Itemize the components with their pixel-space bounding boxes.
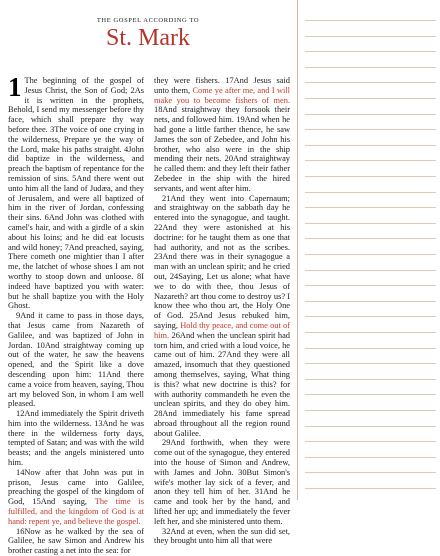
note-line	[305, 332, 436, 333]
note-line	[305, 410, 436, 411]
verse-text: The beginning of the gospel of Jesus Christ, the Son of God;	[24, 76, 144, 95]
note-line	[305, 67, 436, 68]
note-line	[305, 145, 436, 146]
words-of-jesus: Come ye after me, and I will make you to become fishers of men.	[154, 85, 291, 105]
verse-paragraph	[8, 468, 144, 527]
words-of-jesus: Hold thy peace, and come out of him.	[154, 320, 290, 340]
verse-text: 16Now as he walked by the sea of Galilee, he saw Simon and Andrew his brother casting a net into the sea: for	[8, 526, 144, 556]
verse-text: 32And at even, when the sun did set, they brought unto him all that were	[154, 526, 290, 546]
verse-text: 29And forthwith, when they were come out of the synagogue, they entered into the house of Simon and Andrew, with James and John. 30But Simon's wife's mother lay sick of a fever, and anon they tell him of her. 31And he came and took her by the hand, and lifted her up; and immediately the fever left her, and she ministered unto them.	[154, 438, 290, 526]
note-line	[305, 441, 436, 442]
verse-paragraph	[154, 76, 290, 194]
note-line	[305, 457, 436, 458]
note-line	[305, 207, 436, 208]
note-line	[305, 488, 436, 489]
note-line	[305, 82, 436, 83]
verse-text: 18And straightway they forsook their nets, and followed him. 19And when he had gone a little farther thence, he saw James the son of Zebedee, and John his brother, who also were in the ship mending their nets. 20And straightway he called them: and they left their father Zebedee in the ship with the hired servants, and went after him.	[154, 105, 290, 193]
note-line	[305, 348, 436, 349]
margin-divider	[297, 0, 298, 500]
verse-text: 21And they went into Capernaum; and straightway on the sabbath day he entered into the synagogue, and taught. 22And they were astonished at his doctrine: for he taught them as one that had authority, and not as the scribes. 23And there was in their synagogue a man with an unclean spirit; and he cried out, 24Saying, Let us alone; what have we to do with thee, thou Jesus of Nazareth? art thou come to destroy us? I know thee who thou art, the Holy One of God. 25And Jesus rebuked him, saying,	[154, 193, 290, 330]
verse-paragraph	[154, 527, 290, 547]
verse-text: 9And it came to pass in those days, that Jesus came from Nazareth of Galilee, and was baptized of John in Jordan. 10And straightway coming up out of the water, he saw the heavens opened, and the Spirit like a dove descending upon him: 11And there came a voice from heaven, saying, Thou art my beloved Son, in whom I am well pleased.	[8, 311, 144, 409]
note-line	[305, 98, 436, 99]
right-text-column	[154, 76, 290, 546]
note-line	[305, 254, 436, 255]
note-line	[305, 223, 436, 224]
note-line	[305, 426, 436, 427]
book-title: St. Mark	[106, 25, 190, 51]
note-line	[305, 270, 436, 271]
book-kicker: THE GOSPEL ACCORDING TO	[96, 17, 200, 24]
verse-paragraph	[154, 194, 290, 439]
note-line	[305, 176, 436, 177]
note-line	[305, 472, 436, 473]
note-line	[305, 316, 436, 317]
note-line	[305, 394, 436, 395]
verse-paragraph	[154, 438, 290, 526]
left-text-column	[8, 72, 144, 556]
note-line	[305, 363, 436, 364]
verse-text: 12And immediately the Spirit driveth him into the wilderness. 13And he was there in the wilderness forty days, tempted of Satan; and was with the wild beasts; and the angels ministered unto him.	[8, 409, 144, 468]
note-line	[305, 36, 436, 37]
verse-paragraph	[8, 527, 144, 556]
verse-text: 14Now after that John was put in prison, Jesus came into Galilee, preaching the gospel of the kingdom of God, 15And saying,	[8, 467, 144, 507]
verse-text: 2As it is written in the prophets, Behold, I send my messenger before thy face, which shall prepare thy way before thee. 3The voice of one crying in the wilderness, Prepare ye the way of the Lord, make his paths straight. 4John did baptize in the wilderness, and preach the baptism of repentance for the remission of sins. 5And there went out unto him all the land of Judæa, and they of Jerusalem, and were all baptized of him in the river of Jordan, confessing their sins. 6And John was clothed with camel's hair, and with a girdle of a skin about his loins; and he did eat locusts and wild honey; 7And preached, saying, There cometh one mightier than I after me, the latchet of whose shoes I am not worthy to stoop down and unloose. 8I indeed have baptized you with water: but he shall baptize you with the Holy Ghost.	[8, 85, 144, 311]
chapter-number: 1	[8, 72, 22, 102]
note-line	[305, 114, 436, 115]
note-line	[305, 129, 436, 130]
notes-margin	[299, 0, 440, 500]
note-line	[305, 238, 436, 239]
verse-text: they were fishers. 17And Jesus said unto them,	[154, 76, 290, 95]
note-line	[305, 51, 436, 52]
note-line	[305, 285, 436, 286]
verse-paragraph	[8, 311, 144, 409]
verse-paragraph	[8, 409, 144, 468]
note-line	[305, 192, 436, 193]
note-line	[305, 160, 436, 161]
note-line	[305, 379, 436, 380]
note-line	[305, 20, 436, 21]
verse-paragraph	[8, 72, 144, 311]
verse-text: 26And when the unclean spirit had torn him, and cried with a loud voice, he came out of him. 27And they were all amazed, insomuch that they questioned among themselves, saying, What thing is this? what new doctrine is this? for with authority commandeth he even the unclean spirits, and they do obey him. 28And immediately his fame spread abroad throughout all the region round about Galilee.	[154, 330, 290, 438]
note-line	[305, 301, 436, 302]
words-of-jesus: The time is fulfilled, and the kingdom of God is at hand: repent ye, and believe the gospel.	[8, 497, 144, 526]
